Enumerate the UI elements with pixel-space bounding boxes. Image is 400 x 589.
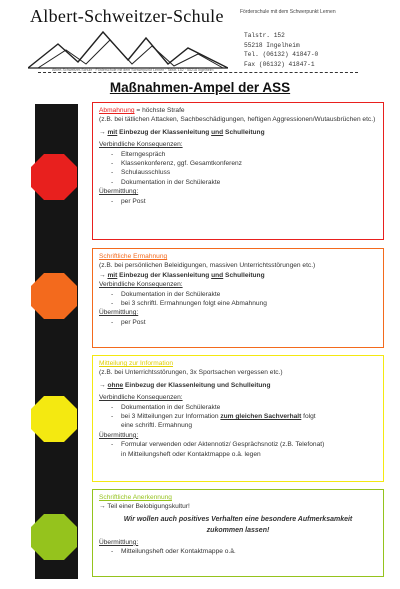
list-item-continuation: eine schriftl. Ermahnung: [121, 422, 193, 430]
box-description: (z.B. bei Unterrichtsstörungen, 3x Sportsachen vergessen etc.): [99, 369, 283, 377]
box-heading: Mitteilung zur Information: [99, 360, 174, 367]
list-item-continuation: in Mitteilungsheft oder Kontaktmappe o.ä. legen: [121, 450, 261, 458]
address-line: Fax (06132) 41847-1: [244, 60, 315, 68]
consequences-label: Verbindliche Konsequenzen:: [99, 394, 183, 402]
box-line: → Teil einer Belobigungskultur!: [99, 503, 190, 511]
school-address: [244, 31, 318, 69]
school-subtitle: Förderschule mit dem Schwerpunkt Lernen: [240, 9, 336, 15]
involvement: → mit Einbezug der Klassenleitung und Schulleitung: [99, 271, 265, 279]
address-line: Tel. (06132) 41847-0: [244, 51, 319, 58]
header-footer-line: Albert-Schweitzer-Schule · Förderschule mit dem Schwerpunkt Lernen · Talstr. 152 · 55218 Ingelheim: [52, 68, 214, 72]
box-description: (z.B. bei persönlichen Beleidigungen, massiven Unterrichtsstörungen etc.): [99, 262, 316, 270]
yellow-light-icon: [30, 395, 78, 443]
list-item: - Klassenkonferenz, ggf. Gesamtkonferenz: [99, 159, 377, 168]
list-item: - Dokumentation in der Schülerakte: [99, 290, 377, 299]
page-title: Maßnahmen-Ampel der ASS: [109, 80, 291, 95]
red-light-icon: [30, 153, 78, 201]
list-item: - Mitteilungsheft oder Kontaktmappe o.ä.: [99, 547, 377, 556]
divider: [38, 72, 358, 73]
list-item: - bei 3 schriftl. Ermahnungen folgt eine Abmahnung: [99, 299, 377, 308]
transmission-label: Übermittlung:: [99, 538, 139, 546]
list-item: - bei 3 Mitteilungen zur Information zum gleichen Sachverhalt folgt: [99, 412, 377, 421]
address-line: Talstr. 152: [244, 32, 285, 39]
green-light-icon: [30, 513, 78, 561]
list-item: - per Post: [99, 197, 377, 206]
heading-suffix: = höchste Strafe: [134, 107, 185, 114]
box-abmahnung: [92, 102, 384, 240]
consequences-label: Verbindliche Konsequenzen:: [99, 281, 183, 289]
involvement: → ohne Einbezug der Klassenleitung und Schulleitung: [99, 381, 271, 389]
box-heading: Abmahnung: [99, 107, 135, 114]
involvement: → mit Einbezug der Klassenleitung und Schulleitung: [99, 128, 265, 136]
box-schriftliche-ermahnung: [92, 248, 384, 348]
box-heading: Schriftliche Ermahnung: [99, 253, 168, 260]
list-item: - per Post: [99, 318, 377, 327]
transmission-label: Übermittlung:: [99, 431, 139, 439]
address-line: 55218 Ingelheim: [244, 41, 300, 49]
box-schriftliche-anerkennung: [92, 489, 384, 577]
school-name: Albert-Schweitzer-Schule: [30, 6, 224, 26]
box-heading: Schriftliche Anerkennung: [99, 494, 172, 501]
list-item: - Elterngespräch: [99, 150, 377, 159]
box-mitteilung-zur-information: [92, 355, 384, 482]
orange-light-icon: [30, 272, 78, 320]
list-item: - Formular verwenden oder Aktennotiz/ Gesprächsnotiz (z.B. Telefonat): [99, 440, 377, 449]
emphasis-text: Wir wollen auch positives Verhalten eine besondere Aufmerksamkeit zukommen lassen!: [123, 515, 353, 534]
transmission-label: Übermittlung:: [99, 188, 139, 196]
transmission-label: Übermittlung:: [99, 309, 139, 317]
box-description: (z.B. bei tätlichen Attacken, Sachbeschädigungen, heftigen Aggressionen/Wutausbrüchen etc.): [99, 116, 376, 124]
list-item: - Dokumentation in der Schülerakte: [99, 178, 377, 187]
list-item: - Dokumentation in der Schülerakte: [99, 403, 377, 412]
school-logo: [28, 24, 228, 70]
consequences-label: Verbindliche Konsequenzen:: [99, 141, 183, 149]
list-item: - Schulausschluss: [99, 168, 377, 177]
